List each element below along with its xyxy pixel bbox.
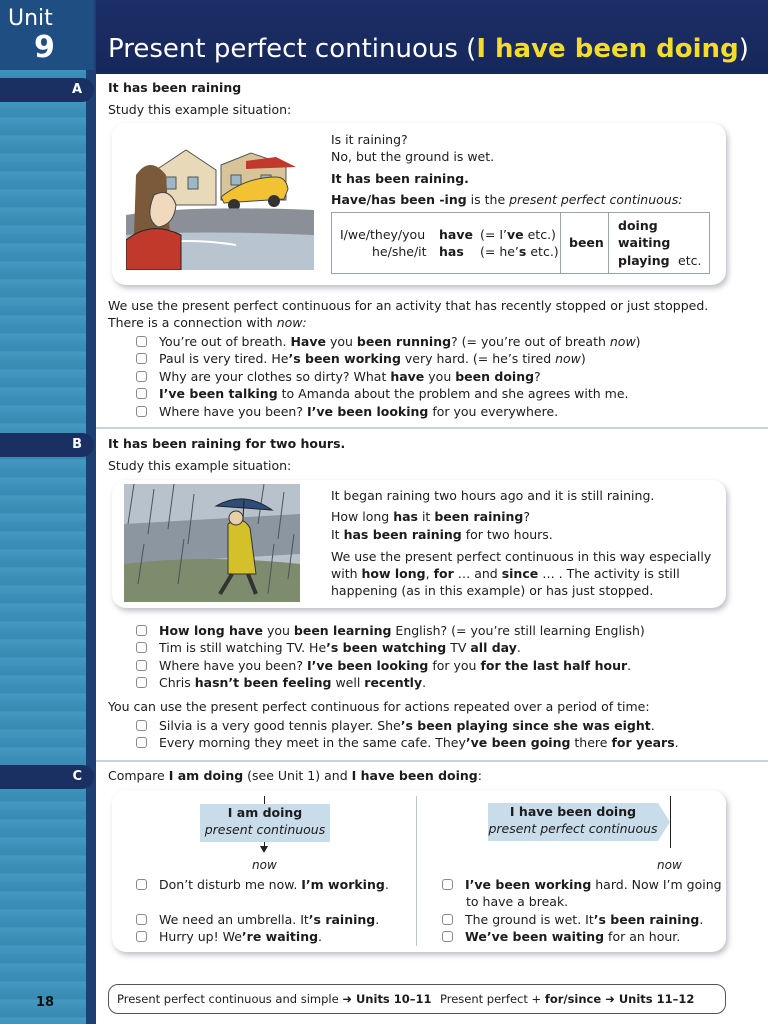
example-c-right-1-cont: to have a break. <box>466 894 569 909</box>
conj-col-subject <box>332 213 561 273</box>
example-b-4: Chris hasn’t been feeling well recently. <box>136 674 426 691</box>
panel-b-line-6: happening (as in this example) or has just stopped. <box>331 583 654 598</box>
arrow-right-icon: ➜ <box>342 992 352 1006</box>
now-label-right: now <box>657 858 682 872</box>
arrow-right-icon <box>658 803 670 841</box>
bullet-icon <box>136 720 147 731</box>
example-c-left-3: Hurry up! We’re waiting. <box>136 928 322 945</box>
bullet-icon <box>136 336 147 347</box>
panel-b-line-2: How long has it been raining? <box>331 509 531 524</box>
timeline-right <box>670 796 671 848</box>
bullet-icon <box>442 879 453 890</box>
conj-short-1: (= I’ve etc.) <box>480 227 556 242</box>
bullet-icon <box>136 642 147 653</box>
example-a-2: Paul is very tired. He’s been working very hard. (= he’s tired now) <box>136 350 586 367</box>
example-c-right-3: We’ve been waiting for an hour. <box>442 928 680 945</box>
example-c-right-2: The ground is wet. It’s been raining. <box>442 911 703 928</box>
left-dark-strip <box>86 0 96 1024</box>
panel-b-line-4: We use the present perfect continuous in this way especially <box>331 549 712 564</box>
bullet-icon <box>136 660 147 671</box>
bullet-icon <box>442 914 453 925</box>
divider-a-b <box>96 427 768 429</box>
section-b-intro: Study this example situation: <box>108 458 292 473</box>
section-b-title: It has been raining for two hours. <box>108 436 346 451</box>
example-c-right-1: I’ve been working hard. Now I’m going <box>442 876 722 893</box>
panel-a-answer: No, but the ground is wet. <box>331 149 495 164</box>
divider-b-c <box>96 760 768 762</box>
bullet-icon <box>136 625 147 636</box>
section-a-explain-2: There is a connection with now: <box>108 315 307 330</box>
bullet-icon <box>136 931 147 942</box>
arrow-down-icon <box>260 846 268 853</box>
example-a-1: You’re out of breath. Have you been running? (= you’re out of breath now) <box>136 333 641 350</box>
conj-subj-1: I/we/they/you <box>340 227 426 242</box>
arrow-right-icon: ➜ <box>601 992 615 1006</box>
example-a-3: Why are your clothes so dirty? What have you been doing? <box>136 368 541 385</box>
bullet-icon <box>136 879 147 890</box>
page-title: Present perfect continuous (I have been doing) <box>108 34 749 64</box>
conj-verb-2: waiting <box>618 235 671 250</box>
example-c-left-1: Don’t disturb me now. I’m working. <box>136 876 389 893</box>
conj-aux-1: have <box>439 227 473 242</box>
section-tab-b: B <box>0 433 94 457</box>
section-c-divider <box>416 796 417 946</box>
left-color-bar <box>0 0 96 1024</box>
panel-b-line-1: It began raining two hours ago and it is still raining. <box>331 488 655 503</box>
panel-b-line-5: with how long, for … and since … . The activity is still <box>331 566 680 581</box>
panel-b-line-3: It has been raining for two hours. <box>331 527 553 542</box>
section-a-title: It has been raining <box>108 80 242 95</box>
wet-street-illustration <box>126 135 314 270</box>
unit-box <box>0 0 94 70</box>
example-a-5: Where have you been? I’ve been looking for you everywhere. <box>136 403 558 420</box>
rain-man-illustration <box>124 484 300 602</box>
conj-etc: etc. <box>678 253 702 268</box>
example-b-2: Tim is still watching TV. He’s been watching TV all day. <box>136 639 521 656</box>
footer-reference-box <box>108 984 726 1014</box>
conj-subj-2: he/she/it <box>372 244 427 259</box>
section-a-intro: Study this example situation: <box>108 102 292 117</box>
bullet-icon <box>136 737 147 748</box>
conj-short-2: (= he’s etc.) <box>480 244 559 259</box>
footer-ref-left[interactable]: Present perfect continuous and simple ➜ Units 10–11 <box>117 992 432 1006</box>
section-c-intro: Compare I am doing (see Unit 1) and I have been doing: <box>108 768 482 783</box>
section-a-explain-1: We use the present perfect continuous for an activity that has recently stopped or just stopped. <box>108 298 709 313</box>
conj-verb-3: playing <box>618 253 670 268</box>
bullet-icon <box>442 931 453 942</box>
panel-a-question: Is it raining? <box>331 132 408 147</box>
bullet-icon <box>136 371 147 382</box>
example-b-3: Where have you been? I’ve been looking for you for the last half hour. <box>136 657 631 674</box>
example-b-repeated-2: Every morning they meet in the same cafe. They’ve been going there for years. <box>136 734 679 751</box>
bullet-icon <box>136 406 147 417</box>
panel-a-rule: Have/has been -ing is the present perfect continuous: <box>331 192 683 207</box>
now-label-left: now <box>252 858 277 872</box>
present-perfect-continuous-box: I have been doing present perfect continuous <box>488 803 658 841</box>
bullet-icon <box>136 353 147 364</box>
conj-been: been <box>569 235 604 250</box>
bullet-icon <box>136 914 147 925</box>
example-b-1: How long have you been learning English? (= you’re still learning English) <box>136 622 645 639</box>
example-b-repeated-1: Silvia is a very good tennis player. She’s been playing since she was eight. <box>136 717 655 734</box>
section-tab-a: A <box>0 78 94 102</box>
panel-a-statement: It has been raining. <box>331 171 469 186</box>
bullet-icon <box>136 677 147 688</box>
example-a-4: I’ve been talking to Amanda about the problem and she agrees with me. <box>136 385 629 402</box>
page-number: 18 <box>36 995 55 1010</box>
section-tab-c: C <box>0 765 94 789</box>
unit-number: 9 <box>34 30 55 65</box>
bullet-icon <box>136 388 147 399</box>
conj-aux-2: has <box>439 244 464 259</box>
section-b-repeated-intro: You can use the present perfect continuous for actions repeated over a period of time: <box>108 699 650 714</box>
present-continuous-box: I am doing present continuous <box>200 804 330 842</box>
footer-ref-right[interactable]: Present perfect + for/since ➜ Units 11–12 <box>440 992 695 1006</box>
unit-label: Unit <box>8 6 53 31</box>
conjugation-table <box>331 212 710 274</box>
example-c-left-2: We need an umbrella. It’s raining. <box>136 911 379 928</box>
conj-verb-1: doing <box>618 218 658 233</box>
